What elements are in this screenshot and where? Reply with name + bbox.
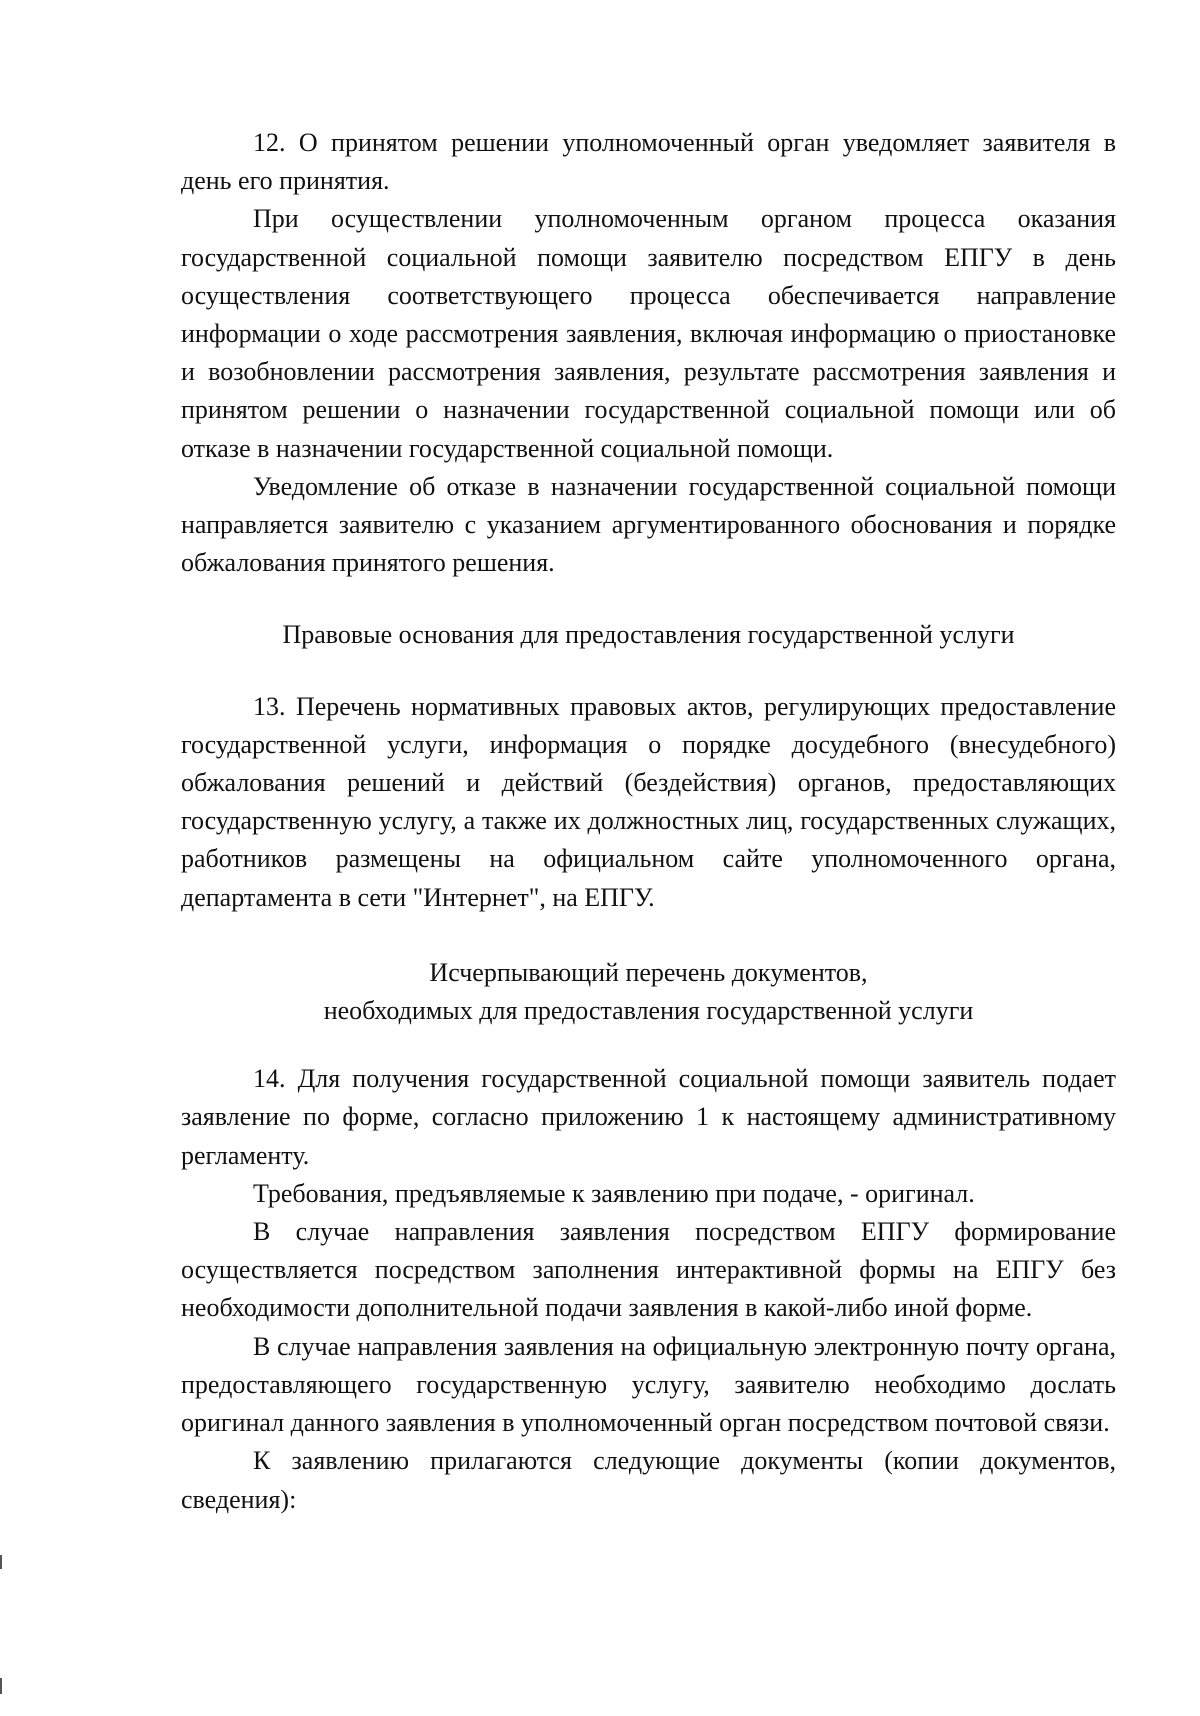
scan-edge-mark <box>0 1678 2 1694</box>
paragraph-notification-process: При осуществлении уполномоченным органом процесса оказания государственной социальной помощи заявителю посредством ЕПГУ в день осуществления соответствующего процесса обеспечивается направление информации о ходе рассмотрения заявления, включая информацию о приостановке и возобновлении рассмотрения заявления, результате рассмотрения заявления и принятом решении о назначении государственной социальной помощи или об отказе в назначении государственной социальной помощи. <box>181 204 1116 463</box>
paragraph-email-submission: В случае направления заявления на официальную электронную почту органа, предоставляющего государственную услугу, заявителю необходимо дослать оригинал данного заявления в уполномоченный орган посредством почтовой связи. <box>181 1331 1116 1438</box>
paragraph-refusal-notice: Уведомление об отказе в назначении государственной социальной помощи направляется заявителю с указанием аргументированного обоснования и порядке обжалования принятого решения. <box>181 471 1116 578</box>
scan-edge-mark <box>0 1555 2 1569</box>
section-heading-documents-line-1: Исчерпывающий перечень документов, <box>429 957 868 987</box>
paragraph-attached-documents: К заявлению прилагаются следующие документы (копии документов, сведения): <box>181 1446 1116 1514</box>
spacer <box>181 917 1116 954</box>
spacer <box>181 1030 1116 1060</box>
paragraph-13: 13. Перечень нормативных правовых актов, регулирующих предоставление государственной услуги, информация о порядке досудебного (внесудебного) обжалования решений и действий (бездействия) органов, предоставляющих государственную услугу, а также их должностных лиц, государственных служащих, работников размещены на официальном сайте уполномоченного органа, департамента в сети "Интернет", на ЕПГУ. <box>181 691 1116 912</box>
section-heading-documents-line-2: необходимых для предоставления государственной услуги <box>323 996 974 1026</box>
paragraph-requirements: Требования, предъявляемые к заявлению при подаче, - оригинал. <box>253 1178 975 1208</box>
paragraph-epgu-submission: В случае направления заявления посредством ЕПГУ формирование осуществляется посредством заполнения интерактивной формы на ЕПГУ без необходимости дополнительной подачи заявления в какой-либо иной форме. <box>181 1217 1116 1323</box>
spacer <box>181 655 1116 688</box>
spacer <box>181 582 1116 616</box>
paragraph-12: 12. О принятом решении уполномоченный орган уведомляет заявителя в день его принятия. <box>181 128 1116 196</box>
section-heading-legal-basis: Правовые основания для предоставления государственной услуги <box>282 620 1015 650</box>
paragraph-14: 14. Для получения государственной социальной помощи заявитель подает заявление по форме, согласно приложению 1 к настоящему административному регламенту. <box>181 1064 1116 1170</box>
document-body <box>181 124 1116 1519</box>
